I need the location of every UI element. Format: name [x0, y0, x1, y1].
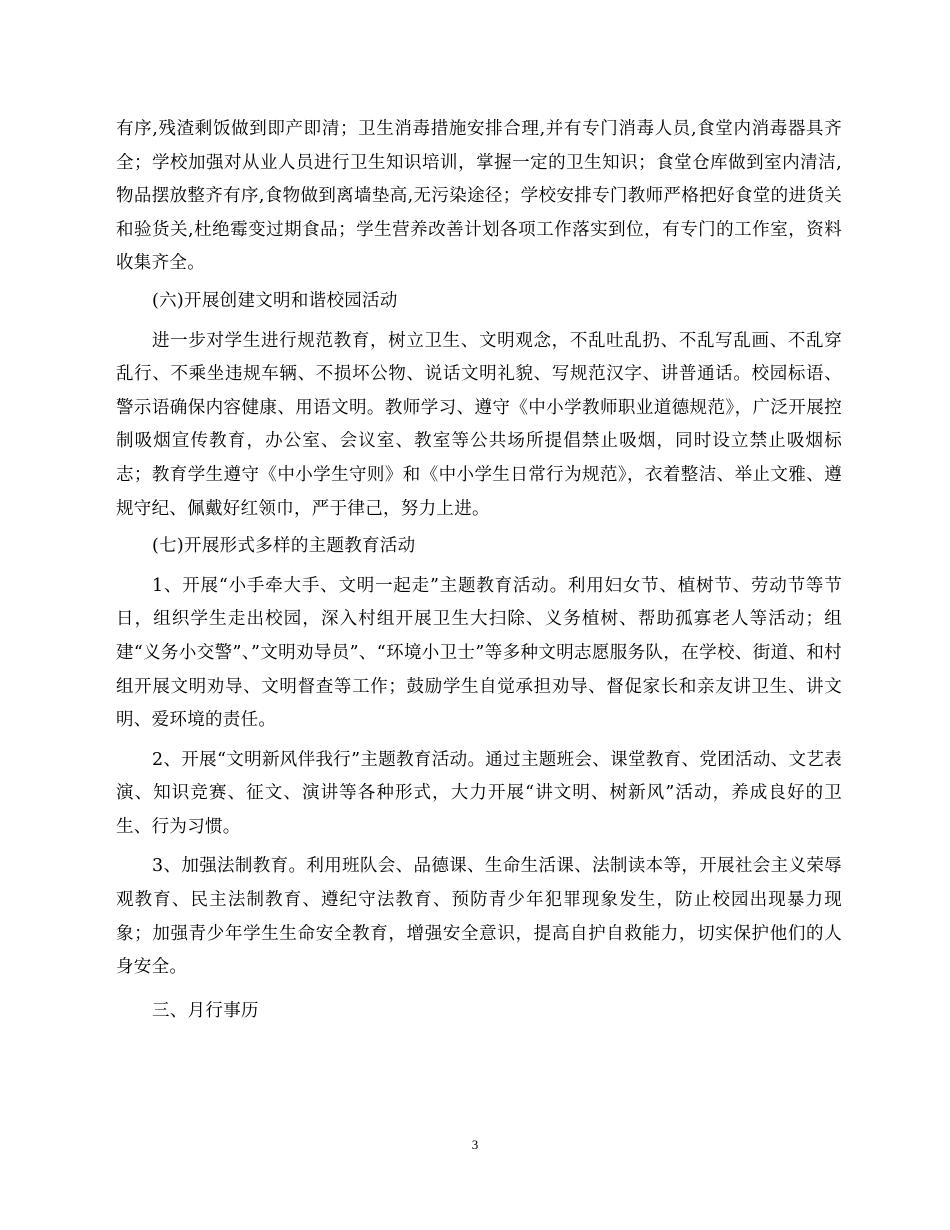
paragraph-activity-1: 1、开展“小手牵大手、文明一起走”主题教育活动。利用妇女节、植树节、劳动节等节日，组织学生走出校园，深入村组开展卫生大扫除、义务植树、帮助孤寡老人等活动；组建“义务小交警”、”文明劝导员”、“环境小卫士”等多种文明志愿服务队，在学校、街道、和村组开展文明劝导、文明督查等工作；鼓励学生自觉承担劝导、督促家长和亲友讲卫生、讲文明、爱环境的责任。: [116, 575, 842, 731]
document-body: [116, 113, 842, 1028]
heading-theme-activities: (七)开展形式多样的主题教育活动: [152, 536, 416, 557]
paragraph-canteen-hygiene: 有序,残渣剩饭做到即产即清；卫生消毒措施安排合理,并有专门消毒人员,食堂内消毒器具齐全；学校加强对从业人员进行卫生知识培训，掌握一定的卫生知识；食堂仓库做到室内清洁,物品摆放整齐有序,食物做到离墙垫高,无污染途径；学校安排专门教师严格把好食堂的进货关和验货关,杜绝霉变过期食品；学生营养改善计划各项工作落实到位，有专门的工作室，资料收集齐全。: [116, 119, 842, 274]
heading-monthly-calendar: 三、月行事历: [152, 1000, 259, 1021]
heading-civilized-campus: (六)开展创建文明和谐校园活动: [152, 290, 398, 311]
paragraph-activity-2: 2、开展“文明新风伴我行”主题教育活动。通过主题班会、课堂教育、党团活动、文艺表演、知识竞赛、征文、演讲等各种形式，大力开展“讲文明、树新风”活动，养成良好的卫生、行为习惯。: [116, 749, 842, 837]
paragraph-norms-education: 进一步对学生进行规范教育，树立卫生、文明观念，不乱吐乱扔、不乱写乱画、不乱穿乱行、不乘坐违规车辆、不损坏公物、说话文明礼貌、写规范汉字、讲普通话。校园标语、警示语确保内容健康、用语文明。教师学习、遵守《中小学教师职业道德规范》，广泛开展控制吸烟宣传教育，办公室、会议室、教室等公共场所提倡禁止吸烟，同时设立禁止吸烟标志；教育学生遵守《中小学生守则》和《中小学生日常行为规范》，衣着整洁、举止文雅、遵规守纪、佩戴好红领巾，严于律己，努力上进。: [116, 330, 842, 519]
page-number: 3: [471, 1137, 479, 1152]
paragraph-activity-3: 3、加强法制教育。利用班队会、品德课、生命生活课、法制读本等，开展社会主义荣辱观教育、民主法制教育、遵纪守法教育、预防青少年犯罪现象发生，防止校园出现暴力现象；加强青少年学生生命安全教育，增强安全意识，提高自护自救能力，切实保护他们的人身安全。: [116, 856, 842, 978]
